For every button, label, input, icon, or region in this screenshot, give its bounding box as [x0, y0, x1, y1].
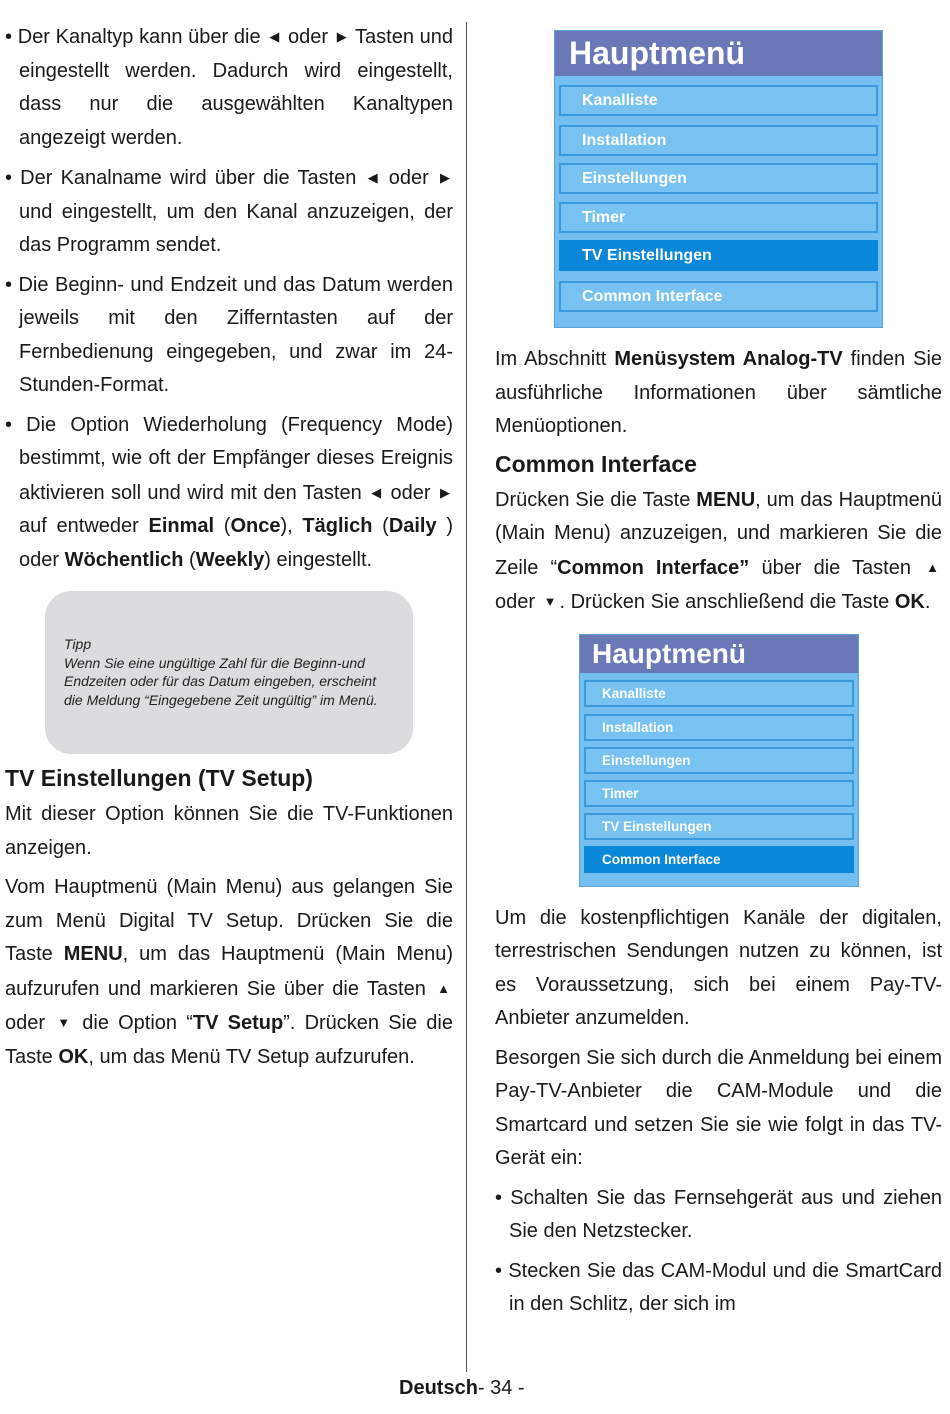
text-run: ) eingestellt.	[264, 548, 373, 571]
arrow-right-icon: ▶	[440, 170, 450, 185]
menu-item-common-interface: Common Interface	[584, 846, 854, 873]
text-run: , um das Menü TV Setup aufzurufen.	[88, 1045, 415, 1068]
text-run: oder	[384, 481, 437, 504]
bold-text: Daily	[388, 515, 437, 537]
bold-text: Täglich	[302, 515, 373, 537]
bold-text: Menüsystem Analog-TV	[614, 348, 843, 370]
bold-text: Wöchentlich	[64, 548, 184, 571]
text-run: finden Sie ausführliche Informationen über sämtliche Menüoptionen.	[495, 348, 943, 437]
text-run: über die Tasten	[749, 556, 924, 579]
bullet-start-end-time	[5, 269, 453, 403]
text-run: oder	[5, 1012, 55, 1034]
menu-title: Hauptmenü	[580, 635, 858, 673]
tip-box	[45, 591, 413, 754]
right-column	[495, 0, 942, 1372]
bold-text: Common Interface”	[557, 556, 750, 579]
bullet-channel-name	[5, 161, 453, 263]
arrow-up-icon: ▲	[437, 980, 450, 996]
menu-item-common-interface: Common Interface	[559, 281, 878, 312]
column-divider	[466, 22, 467, 1372]
text-run: Im Abschnitt	[495, 348, 615, 370]
menu-item-kanalliste: Kanalliste	[559, 85, 878, 116]
text-run: . Drücken Sie anschließend die Taste	[559, 591, 895, 613]
section-heading-common-interface: Common Interface	[495, 450, 697, 477]
bold-text: OK	[894, 591, 925, 613]
menu-item-tv-einstellungen: TV Einstellungen	[559, 240, 878, 271]
text-run: oder	[495, 591, 541, 613]
arrow-left-icon: ◀	[371, 484, 382, 500]
text-run: • Der Kanalname wird über die Tasten	[5, 167, 365, 189]
menu-item-installation: Installation	[584, 714, 854, 741]
paragraph	[495, 902, 942, 1036]
paragraph	[5, 871, 453, 1074]
text-run: .	[924, 591, 931, 613]
text-run: oder	[380, 167, 437, 189]
tip-text: Wenn Sie eine ungültige Zahl für die Beginn-und Endzeiten oder für das Datum eingeben, erscheint die Meldung “Eingegebene Zeit ungültig” im Menü.	[64, 654, 378, 708]
arrow-left-icon: ◀	[269, 29, 280, 44]
text-run: ),	[280, 515, 303, 537]
text-run: • Der Kanaltyp kann über die	[5, 26, 267, 48]
page-footer	[399, 1376, 950, 1400]
bold-text: Einmal	[148, 515, 215, 537]
text-run: (	[372, 515, 389, 537]
text-run: ”. Drücken Sie die Taste	[5, 1012, 453, 1068]
main-menu-screenshot-common-interface	[579, 634, 859, 887]
arrow-right-icon: ▶	[336, 29, 347, 44]
menu-title: Hauptmenü	[555, 31, 882, 76]
text-run: , um das Hauptmenü (Main Menu) aufzurufen und markieren Sie über die Tasten	[5, 943, 454, 1000]
menu-item-kanalliste: Kanalliste	[584, 680, 854, 707]
arrow-right-icon: ▶	[440, 484, 450, 500]
text-run: ) oder	[19, 515, 453, 571]
text-run: und eingestellt, um den Kanal anzuzeigen, der das Programm sendet.	[19, 200, 453, 256]
section-heading-tv-setup: TV Einstellungen (TV Setup)	[5, 765, 313, 791]
text-run: (	[183, 548, 196, 571]
text-run: die Option “	[73, 1012, 193, 1034]
bullet	[495, 1255, 942, 1322]
arrow-down-icon: ▼	[543, 594, 557, 609]
menu-item-tv-einstellungen: TV Einstellungen	[584, 813, 854, 840]
arrow-left-icon: ◀	[367, 170, 378, 185]
bold-text: OK	[58, 1045, 89, 1068]
paragraph	[495, 1042, 942, 1176]
text-run: • Die Beginn- und Endzeit und das Datum werden jeweils mit den Zifferntasten auf der Fernbedienung eingegeben, und zwar im 24-Stunden-Format.	[5, 273, 453, 396]
text-run: Drücken Sie die Taste	[495, 488, 697, 511]
bold-text: Once	[230, 515, 281, 537]
menu-item-timer: Timer	[559, 202, 878, 233]
text-run: Besorgen Sie sich durch die Anmeldung bei einem Pay-TV-Anbieter die CAM-Module und die Smartcard und setzen Sie sie wie folgt in das TV-Gerät ein:	[495, 1046, 942, 1169]
text-run: • Schalten Sie das Fernsehgerät aus und ziehen Sie den Netzstecker.	[495, 1186, 942, 1242]
bold-text: Weekly	[195, 548, 265, 571]
text-run: Mit dieser Option können Sie die TV-Funktionen anzeigen.	[5, 803, 453, 859]
bold-text: TV Setup	[192, 1012, 284, 1034]
text-run: (	[214, 515, 231, 537]
left-column	[5, 0, 453, 1372]
text-run: Um die kostenpflichtigen Kanäle der digitalen, terrestrischen Sendungen nutzen zu können, ist es Voraussetzung, sich bei einem Pay-TV-Anbieter anzumelden.	[495, 906, 942, 1029]
arrow-up-icon: ▲	[926, 559, 939, 575]
paragraph	[495, 484, 942, 620]
text-run: • Stecken Sie das CAM-Modul und die SmartCard in den Schlitz, der sich im	[495, 1259, 942, 1315]
paragraph	[495, 343, 942, 444]
bold-text: MENU	[696, 488, 756, 511]
menu-item-einstellungen: Einstellungen	[584, 747, 854, 774]
text-run: Vom Hauptmenü (Main Menu) aus gelangen Sie zum Menü Digital TV Setup. Drücken Sie die Taste	[5, 876, 453, 965]
bold-text: MENU	[63, 943, 123, 965]
text-run: • Die Option Wiederholung (Frequency Mode) bestimmt, wie oft der Empfänger dieses Ereignis aktivieren soll und wird mit den Tasten	[5, 413, 453, 504]
menu-item-einstellungen: Einstellungen	[559, 163, 878, 194]
menu-item-timer: Timer	[584, 780, 854, 807]
bullet-channel-type	[5, 20, 453, 155]
bullet-frequency-mode	[5, 409, 453, 578]
menu-item-installation: Installation	[559, 125, 878, 156]
page-number: - 34 -	[477, 1377, 525, 1399]
footer-language: Deutsch	[399, 1377, 478, 1399]
bullet	[495, 1182, 942, 1249]
paragraph	[5, 798, 453, 865]
main-menu-screenshot-tv-settings	[554, 30, 883, 328]
text-run: , um das Hauptmenü (Main Menu) anzuzeigen, und markieren Sie die Zeile “	[495, 488, 942, 579]
text-run: Tasten und eingestellt werden. Dadurch wird eingestellt, dass nur die ausgewählten Kanaltypen angezeigt werden.	[19, 26, 453, 149]
text-run: auf entweder	[19, 515, 149, 537]
tip-title: Tipp	[64, 636, 92, 652]
arrow-down-icon: ▼	[57, 1015, 71, 1030]
text-run: oder	[282, 26, 334, 48]
